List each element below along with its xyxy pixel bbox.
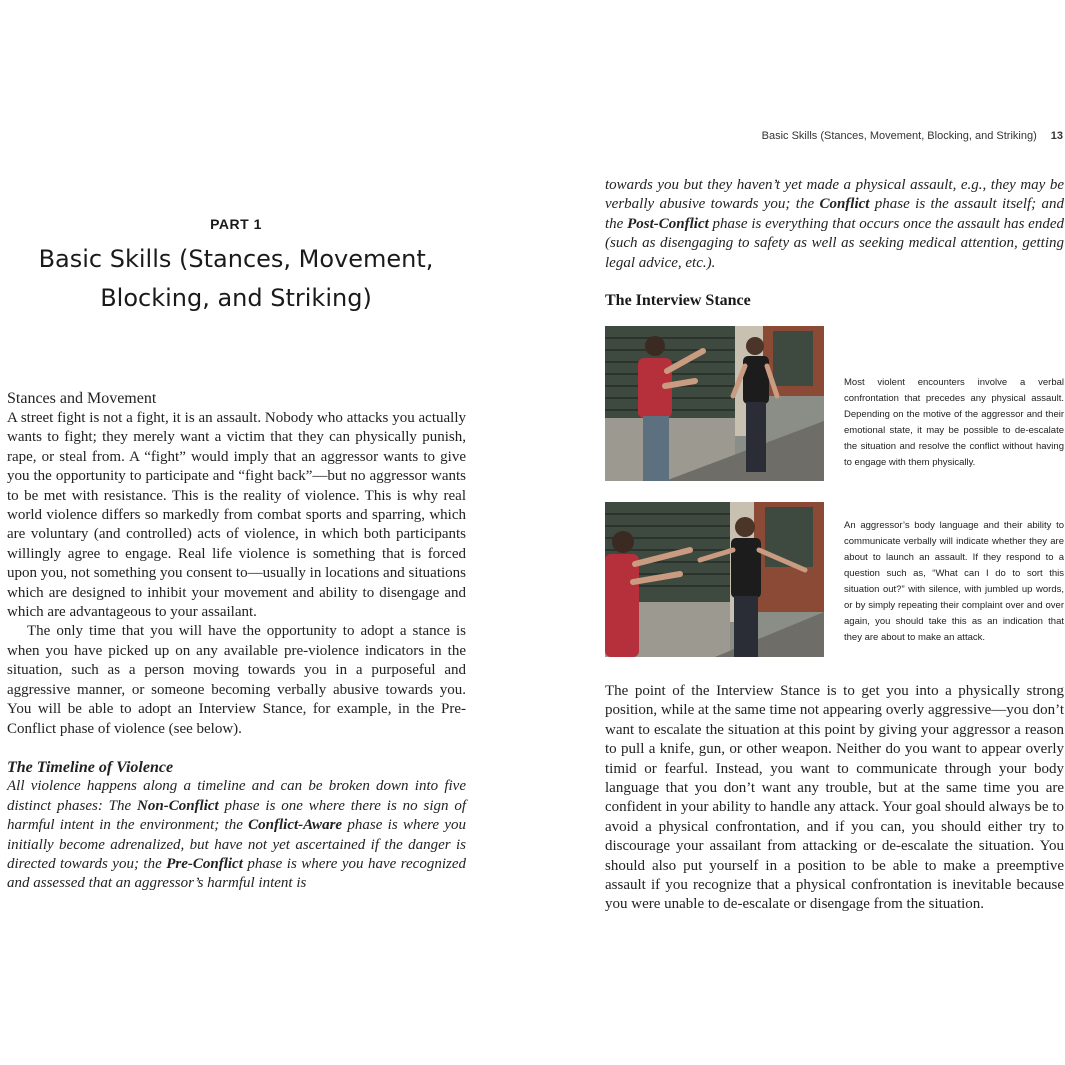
continued-text <box>605 176 1064 273</box>
timeline-continued-paragraph <box>605 176 1064 273</box>
timeline-text-c: phase is one where there is no sign of harmful intent in the environment; the <box>7 797 467 834</box>
photo-caption-2: An aggressor’s body language and their ability to communicate verbally will indicate whether they are about to launch an assault. If they respond to a question such as, “What can I do to sort this situation out?” with silence, with jumbled up words, or by simply repeating their complaint over and over again, you should take this as an indication that they are about to make an attack. <box>844 520 1064 643</box>
cont-text-e: phase is everything that occurs once the assault has ended (such as disengaging to safety as well as seeking medical attention, getting legal advice, etc.). <box>605 215 1064 271</box>
timeline-text-a: All violence happens along a timeline and can be broken down into five distinct phases: The <box>7 778 466 814</box>
term-non-conflict: Non-Conflict <box>137 797 219 814</box>
part-title-line-1: Basic Skills (Stances, Movement, <box>38 245 434 273</box>
page-number: 13 <box>1050 130 1063 142</box>
timeline-paragraph <box>7 777 466 893</box>
timeline-heading: The Timeline of Violence <box>7 758 174 776</box>
photo-illustration-1 <box>605 326 824 481</box>
cont-text-a: towards you but they haven’t yet made a physical assault, e.g., they may be verbally abusive towards you; the <box>605 177 1064 213</box>
term-conflict-aware: Conflict-Aware <box>248 817 343 834</box>
photo-caption-1: Most violent encounters involve a verbal confrontation that precedes any physical assault. Depending on the motive of the aggressor and their emotional state, it may be possible to de-escalate the situation and resolve the conflict without having to engage with them physically. <box>844 377 1064 468</box>
stances-heading: Stances and Movement <box>7 390 157 407</box>
timeline-text-e: phase is where you initially become adrenalized, but have not yet ascertained if the danger is directed towards you; the <box>7 817 466 872</box>
part-title <box>0 240 472 318</box>
term-conflict: Conflict <box>819 196 870 213</box>
term-pre-conflict: Pre-Conflict <box>166 855 243 872</box>
photo-interview-stance-2 <box>605 502 824 657</box>
left-page <box>0 0 532 1065</box>
running-head-title: Basic Skills (Stances, Movement, Blocking, and Striking) <box>761 130 1037 142</box>
part-title-line-2: Blocking, and Striking) <box>100 284 372 312</box>
photo-illustration-2 <box>605 502 824 657</box>
interview-stance-paragraph: The point of the Interview Stance is to get you into a physically strong position, while at the same time not appearing overly aggressive—you don’t want to escalate the situation at this point by giving your aggressor a reason to pull a knife, gun, or other weapon. Neither do you want to appear overly timid or fearful. Instead, you want to communicate through your body language that you don’t want any trouble, but at the same time you are confident in your ability to handle any attack. Your goal should always be to avoid a physical confrontation, and if you can, you should either try to discourage your assailant from attacking or de-escalate the situation. You should also put yourself in a position to be able to make a preemptive assault if you recognize that a physical confrontation is inevitable because you were unable to de-escalate or disengage from the situation. <box>605 683 1064 913</box>
timeline-text-g: phase is where you have recognized and assessed that an aggressor’s harmful intent is <box>7 855 466 892</box>
paragraph-1: A street fight is not a fight, it is an assault. Nobody who attacks you actually wants to fight; they merely want a victim that they can physically punish, rape, or steal from. A “fight” would imply that an aggressor wants to give you the opportunity to participate and “fight back”—but no aggressor wants to be met with resistance. This is the reality of violence. This is why real world violence differs so markedly from combat sports and sparring, which are voluntary (and controlled) acts of violence, in which both participants willingly agree to engage. Real life violence is something that is forced upon you, not something you consent to—usually in locations and situations which are designed to inhibit your movement and ability to disengage and which are advantageous to your assailant. <box>7 410 466 621</box>
part-label: PART 1 <box>210 216 262 232</box>
term-post-conflict: Post-Conflict <box>627 215 709 232</box>
running-head <box>762 130 1063 142</box>
interview-stance-body <box>605 682 1064 915</box>
photo-interview-stance-1 <box>605 326 824 481</box>
paragraph-2: The only time that you will have the opportunity to adopt a stance is when you have picked up on any available pre-violence indicators in the situation, such as a person moving towards you in a purposeful and aggressive manner, or someone becoming verbally abusive towards you. You will be able to adopt an Interview Stance, for example, in the Pre-Conflict phase of violence (see below). <box>7 623 466 737</box>
right-page <box>532 0 1065 1065</box>
left-body-text <box>7 389 466 894</box>
cont-text-c: phase is the assault itself; and the <box>605 196 1065 232</box>
interview-stance-heading: The Interview Stance <box>605 292 751 309</box>
